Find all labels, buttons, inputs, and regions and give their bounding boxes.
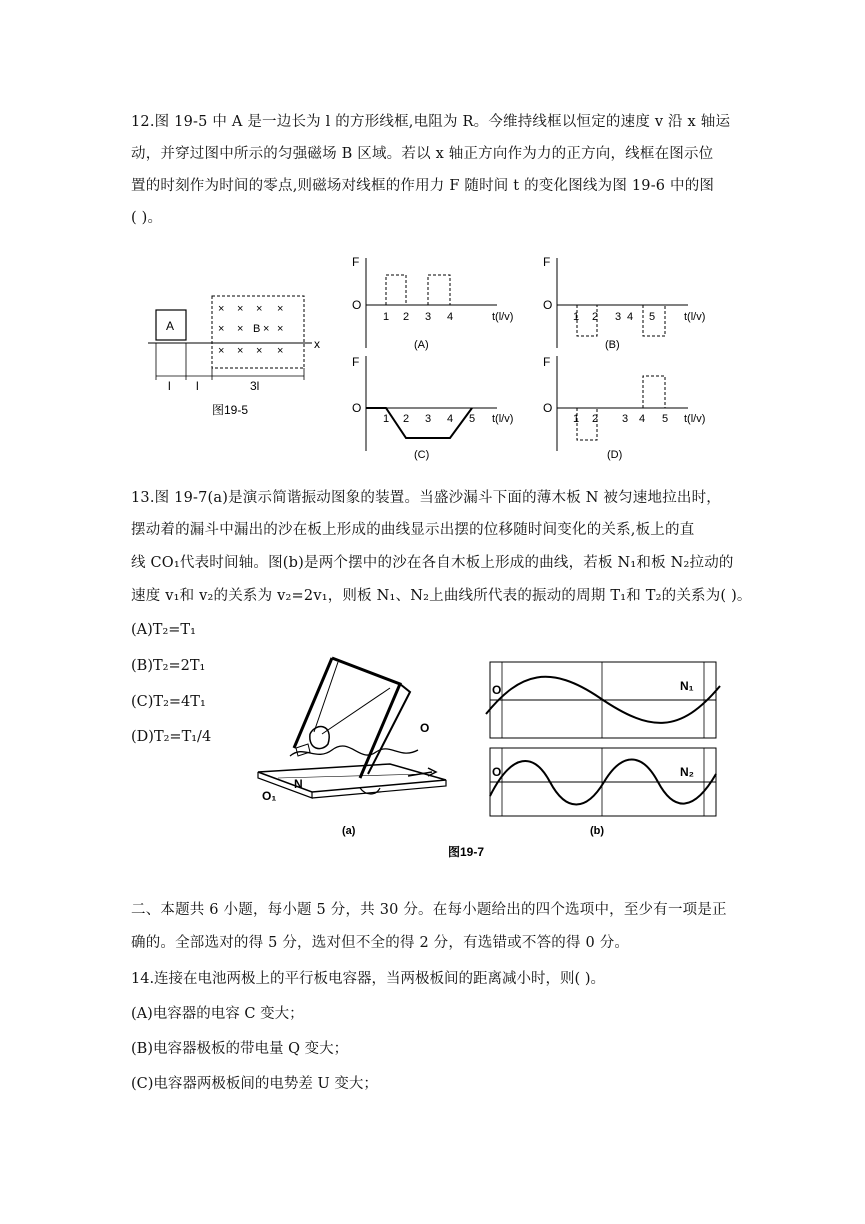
panel-label-c: (C) <box>414 449 430 461</box>
field-label: B <box>253 323 261 335</box>
svg-text:×: × <box>218 345 225 357</box>
dim-l-1: l <box>168 379 171 393</box>
label-a: (a) <box>342 825 356 837</box>
svg-text:×: × <box>263 323 270 335</box>
q14-option-b: (B)电容器极板的带电量 Q 变大； <box>131 1041 349 1057</box>
dim-3l: 3l <box>250 379 260 393</box>
tick: 2 <box>592 311 599 323</box>
section2-line-1: 二、本题共 6 小题，每小题 5 分，共 30 分。在每小题给出的四个选项中，至少有一项是正 <box>131 902 727 918</box>
graph-a-f-label: F <box>352 255 360 269</box>
q12-line-3: 置的时刻作为时间的零点,则磁场对线框的作用力 F 随时间 t 的变化图线为图 19-6 中的图 <box>131 178 715 194</box>
graph-d-f-label: F <box>543 355 551 369</box>
graph-c-f-label: F <box>352 355 360 369</box>
svg-text:×: × <box>218 323 225 335</box>
q14-option-c: (C)电容器两极板间的电势差 U 变大； <box>131 1076 378 1092</box>
graph-d-t-label: t(l/v) <box>684 413 706 425</box>
tick: 1 <box>383 311 390 323</box>
q13-line-3: 线 CO₁代表时间轴。图(b)是两个摆中的沙在各自木板上形成的曲线，若板 N₁和板 N₂拉动的 <box>131 555 734 571</box>
graph-c-t-label: t(l/v) <box>492 413 514 425</box>
q12-line-2: 动，并穿过图中所示的匀强磁场 B 区域。若以 x 轴正方向作为力的正方向，线框在图示位 <box>131 146 714 162</box>
tick: 4 <box>447 413 454 425</box>
q12-line-1: 12.图 19-5 中 A 是一边长为 l 的方形线框,电阻为 R。今维持线框以恒定的速度 v 沿 x 轴运 <box>131 114 731 130</box>
svg-text:×: × <box>277 345 284 357</box>
tick: 1 <box>573 311 580 323</box>
graph-a <box>352 255 513 351</box>
q13-line-2: 摆动着的漏斗中漏出的沙在板上形成的曲线显示出摆的位移随时间变化的关系,板上的直 <box>131 522 695 538</box>
tick: 2 <box>403 311 410 323</box>
tick: 4 <box>639 413 646 425</box>
fig-19-5-caption: 图19-5 <box>212 403 249 417</box>
q13-option-b: (B)T₂=2T₁ <box>131 658 206 674</box>
q13-option-c: (C)T₂=4T₁ <box>131 694 206 710</box>
tick: 4 <box>627 311 634 323</box>
label-n: N <box>294 777 303 791</box>
q14-stem: 14.连接在电池两极上的平行板电容器，当两极板间的距离减小时，则( )。 <box>131 971 605 987</box>
svg-text:×: × <box>277 323 284 335</box>
label-o-n2: O <box>492 765 502 779</box>
label-n1: N₁ <box>680 679 694 693</box>
label-n2: N₂ <box>680 765 694 779</box>
tick: 1 <box>383 413 390 425</box>
tick: 1 <box>573 413 580 425</box>
tick: 4 <box>447 311 454 323</box>
graph-d <box>543 355 705 461</box>
svg-text:×: × <box>237 303 244 315</box>
q13-option-a: (A)T₂=T₁ <box>131 622 196 638</box>
graph-d-origin: O <box>543 401 553 415</box>
panel-label-a: (A) <box>414 339 429 351</box>
tick: 2 <box>403 413 410 425</box>
tick: 5 <box>662 413 669 425</box>
graph-a-origin: O <box>352 298 362 312</box>
pendulum-apparatus <box>258 658 446 798</box>
graph-b-origin: O <box>543 298 553 312</box>
graph-c-origin: O <box>352 401 362 415</box>
q14-option-a: (A)电容器的电容 C 变大； <box>131 1006 304 1022</box>
svg-text:×: × <box>218 303 225 315</box>
section2-line-2: 确的。全部选对的得 5 分，选对但不全的得 2 分，有选错或不答的得 0 分。 <box>131 935 630 951</box>
graph-b <box>543 255 705 351</box>
label-o1: O₁ <box>262 789 277 803</box>
tick: 3 <box>622 413 629 425</box>
tick: 2 <box>592 413 599 425</box>
board-n2 <box>490 748 716 816</box>
x-axis-label: x <box>314 337 320 351</box>
tick: 3 <box>425 413 432 425</box>
svg-text:×: × <box>277 303 284 315</box>
panel-label-d: (D) <box>607 449 623 461</box>
tick: 5 <box>469 413 476 425</box>
q13-option-d: (D)T₂=T₁/4 <box>131 729 212 745</box>
tick: 3 <box>615 311 622 323</box>
figure-19-5-19-6 <box>140 248 730 470</box>
board-n1 <box>486 662 720 738</box>
dim-l-2: l <box>196 379 199 393</box>
svg-text:×: × <box>256 303 263 315</box>
label-o-n1: O <box>492 683 502 697</box>
figure-19-5 <box>148 296 320 417</box>
figure-19-7 <box>250 652 728 860</box>
graph-b-t-label: t(l/v) <box>684 311 706 323</box>
graph-c <box>352 355 513 461</box>
tick: 5 <box>649 311 656 323</box>
svg-text:×: × <box>237 323 244 335</box>
panel-label-b: (B) <box>605 339 620 351</box>
fig-19-7-caption: 图19-7 <box>448 845 485 859</box>
q12-line-4: ( )。 <box>131 210 163 226</box>
graph-b-f-label: F <box>543 255 551 269</box>
tick: 3 <box>425 311 432 323</box>
label-o: O <box>420 721 430 735</box>
q13-line-1: 13.图 19-7(a)是演示简谐振动图象的装置。当盛沙漏斗下面的薄木板 N 被匀速地拉出时， <box>131 490 722 506</box>
q13-line-4: 速度 v₁和 v₂的关系为 v₂=2v₁，则板 N₁、N₂上曲线所代表的振动的周期 T₁和 T₂的关系为( )。 <box>131 588 752 604</box>
svg-text:×: × <box>256 345 263 357</box>
label-b: (b) <box>590 825 605 837</box>
frame-a-label: A <box>166 319 175 333</box>
graph-a-t-label: t(l/v) <box>492 311 514 323</box>
svg-text:×: × <box>237 345 244 357</box>
